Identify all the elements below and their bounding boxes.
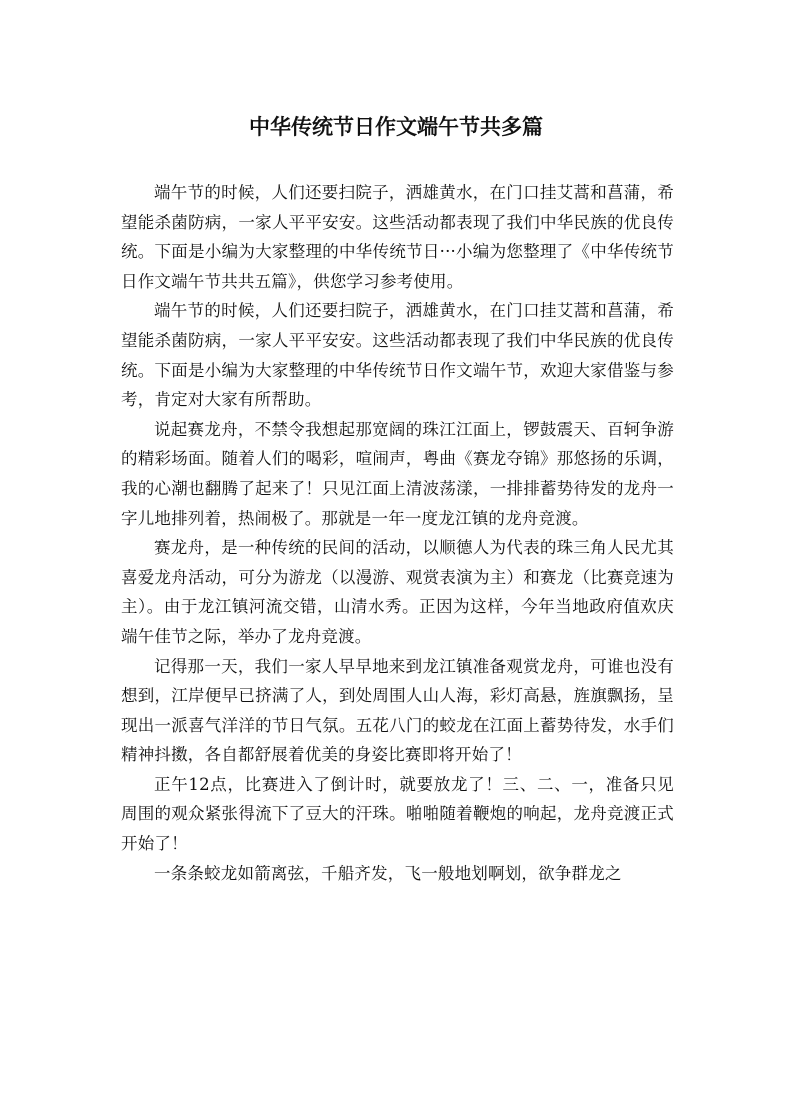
document-title: 中华传统节日作文端午节共多篇 bbox=[249, 115, 543, 139]
paragraph-3: 说起赛龙舟，不禁令我想起那宽阔的珠江江面上，锣鼓震天、百轲争游的精彩场面。随着人们的喝彩，喧闹声，粤曲《赛龙夺锦》那悠扬的乐调，我的心潮也翻腾了起来了！只见江面上清波荡漾，一排排蓄势待发的龙舟一字儿地排列着，热闹极了。那就是一年一度龙江镇的龙舟竞渡。 bbox=[121, 419, 674, 528]
document-body bbox=[121, 178, 674, 888]
paragraph-1: 端午节的时候，人们还要扫院子，洒雄黄水，在门口挂艾蒿和菖蒲，希望能杀菌防病，一家人平平安安。这些活动都表现了我们中华民族的优良传统。下面是小编为大家整理的中华传统节日···小编为您整理了《中华传统节日作文端午节共共五篇》，供您学习参考使用。 bbox=[121, 183, 674, 291]
paragraph-2: 端午节的时候，人们还要扫院子，洒雄黄水，在门口挂艾蒿和菖蒲，希望能杀菌防病，一家人平平安安。这些活动都表现了我们中华民族的优良传统。下面是小编为大家整理的中华传统节日作文端午节，欢迎大家借鉴与参考，肯定对大家有所帮助。 bbox=[121, 301, 674, 410]
paragraph-5: 记得那一天，我们一家人早早地来到龙江镇准备观赏龙舟，可谁也没有想到，江岸便早已挤满了人，到处周围人山人海，彩灯高悬，旌旗飘扬，呈现出一派喜气洋洋的节日气氛。五花八门的蛟龙在江面上蓄势待发，水手们精神抖擞，各自都舒展着优美的身姿比赛即将开始了！ bbox=[121, 656, 674, 765]
paragraph-4: 赛龙舟，是一种传统的民间的活动，以顺德人为代表的珠三角人民尤其喜爱龙舟活动，可分为游龙（以漫游、观赏表演为主）和赛龙（比赛竞速为主）。由于龙江镇河流交错，山清水秀。正因为这样，今年当地政府值欢庆端午佳节之际，举办了龙舟竞渡。 bbox=[121, 538, 674, 646]
paragraph-6: 正午12点，比赛进入了倒计时，就要放龙了！三、二、一，准备只见周围的观众紧张得流下了豆大的汗珠。啪啪随着鞭炮的响起，龙舟竞渡正式开始了！ bbox=[121, 774, 674, 854]
paragraph-7: 一条条蛟龙如箭离弦，千船齐发，飞一般地划啊划，欲争群龙之 bbox=[154, 863, 622, 883]
